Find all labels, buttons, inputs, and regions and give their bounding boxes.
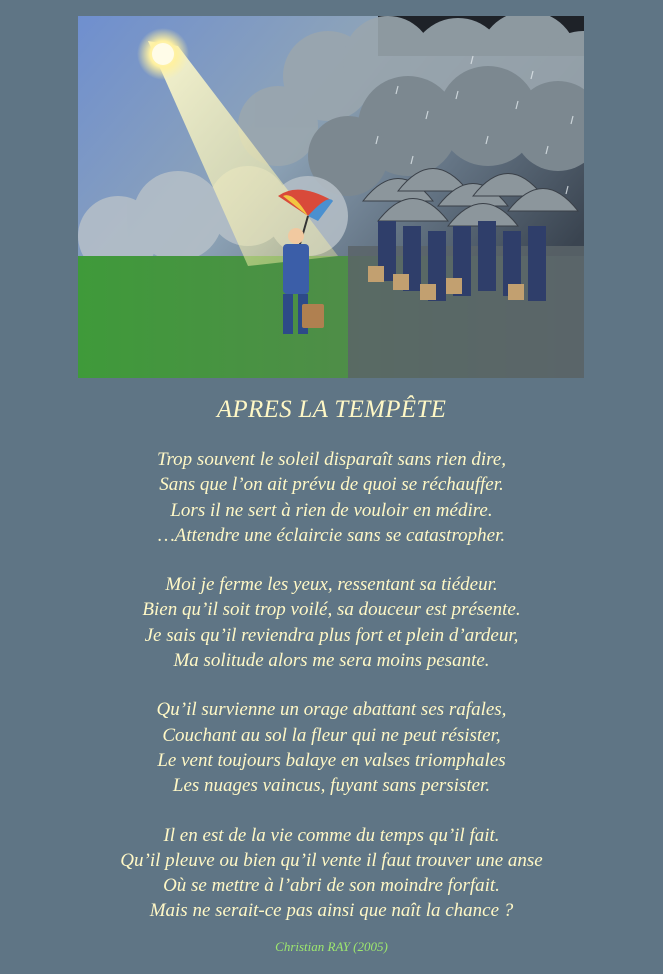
poem-line: Les nuages vaincus, fuyant sans persister. xyxy=(172,775,491,797)
poem-title: APRES LA TEMPÊTE xyxy=(216,396,447,423)
rain-umbrella-scene xyxy=(78,16,584,378)
stanza xyxy=(0,697,663,798)
poem-line: Lors il ne sert à rien de vouloir en médire. xyxy=(170,499,493,521)
poem-body xyxy=(0,447,663,948)
poem-line: Trop souvent le soleil disparaît sans rien dire, xyxy=(156,449,507,470)
poem-line: Ma solitude alors me sera moins pesante. xyxy=(173,650,490,672)
poem-line: Il en est de la vie comme du temps qu’il fait. xyxy=(163,824,500,846)
poem-line: Qu’il survienne un orage abattant ses rafales, xyxy=(156,699,507,721)
poem-line: Mais ne serait-ce pas ainsi que naît la chance ? xyxy=(149,900,514,922)
stanza xyxy=(0,823,663,924)
poem-line: Le vent toujours balaye en valses triomphales xyxy=(157,749,506,771)
stanza xyxy=(0,572,663,673)
poem-line: Qu’il pleuve ou bien qu’il vente il faut trouver une anse xyxy=(120,849,543,871)
poem-line: Où se mettre à l’abri de son moindre forfait. xyxy=(163,875,500,897)
poem-line: Bien qu’il soit trop voilé, sa douceur est présente. xyxy=(142,599,521,621)
poem-line: Sans que l’on ait prévu de quoi se réchauffer. xyxy=(159,474,504,496)
poem-line: Je sais qu’il reviendra plus fort et plein d’ardeur, xyxy=(144,624,519,646)
poem-line: …Attendre une éclaircie sans se catastropher. xyxy=(157,524,506,546)
author-signature: Christian RAY (2005) xyxy=(275,939,388,954)
illustration-image xyxy=(78,16,584,378)
poem-line: Couchant au sol la fleur qui ne peut résister, xyxy=(162,724,501,746)
stanza xyxy=(0,447,663,548)
poem-line: Moi je ferme les yeux, ressentant sa tiédeur. xyxy=(165,574,498,596)
